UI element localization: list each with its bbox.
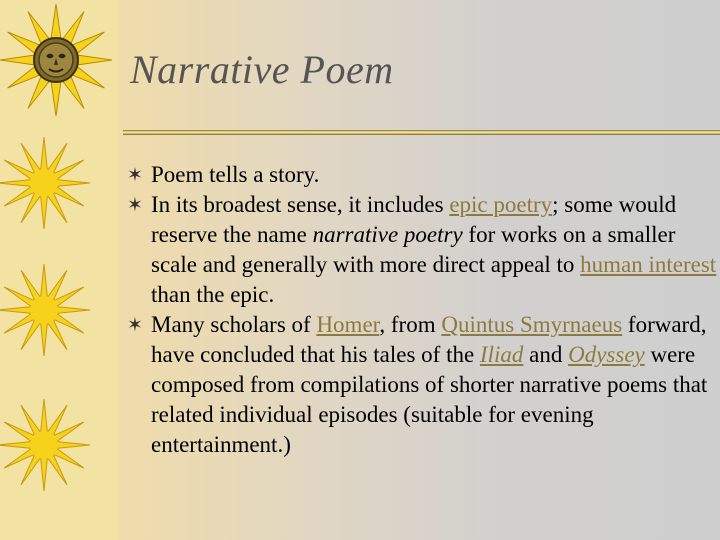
bullet-text: narrative poetry <box>312 222 463 247</box>
title-divider <box>123 130 720 135</box>
bullet-text: for works on a smaller scale and generally with more direct appeal to <box>151 222 676 277</box>
bullet-text: Many scholars of <box>151 312 317 337</box>
bullet-item <box>124 310 720 460</box>
sunburst-icon <box>0 264 90 356</box>
asterisk-star-icon: ✶ <box>127 194 143 216</box>
bullet-text: Poem tells a story. <box>151 162 320 187</box>
bullet-text: were composed from compilations of shorter narrative poems that related individual episodes (suitable for evening entertainment.) <box>151 342 708 457</box>
bullet-text: ; some would reserve the name <box>151 192 677 247</box>
asterisk-star-icon: ✶ <box>127 314 143 336</box>
hyperlink[interactable]: Quintus Smyrnaeus <box>441 312 623 337</box>
sun-decorations <box>0 0 120 540</box>
hyperlink[interactable]: Iliad <box>479 342 524 367</box>
hyperlink[interactable]: Homer <box>316 312 380 337</box>
bullet-text: and <box>523 342 569 367</box>
asterisk-star-icon: ✶ <box>127 164 143 186</box>
slide-title: Narrative Poem <box>130 47 394 92</box>
bullet-item <box>124 160 720 190</box>
sunburst-icon <box>0 399 90 491</box>
bullet-item <box>124 190 720 310</box>
sunburst-icon <box>0 137 90 229</box>
hyperlink[interactable]: Odyssey <box>568 342 645 367</box>
bullet-text: than the epic. <box>151 282 275 307</box>
sun-face-icon <box>0 4 112 116</box>
bullet-text: , from <box>379 312 442 337</box>
bullet-text: forward, have concluded that his tales of the <box>151 312 707 367</box>
hyperlink[interactable]: human interest <box>580 252 717 277</box>
hyperlink[interactable]: epic poetry <box>449 192 553 217</box>
bullet-text: In its broadest sense, it includes <box>151 192 450 217</box>
bullet-list <box>124 160 720 460</box>
